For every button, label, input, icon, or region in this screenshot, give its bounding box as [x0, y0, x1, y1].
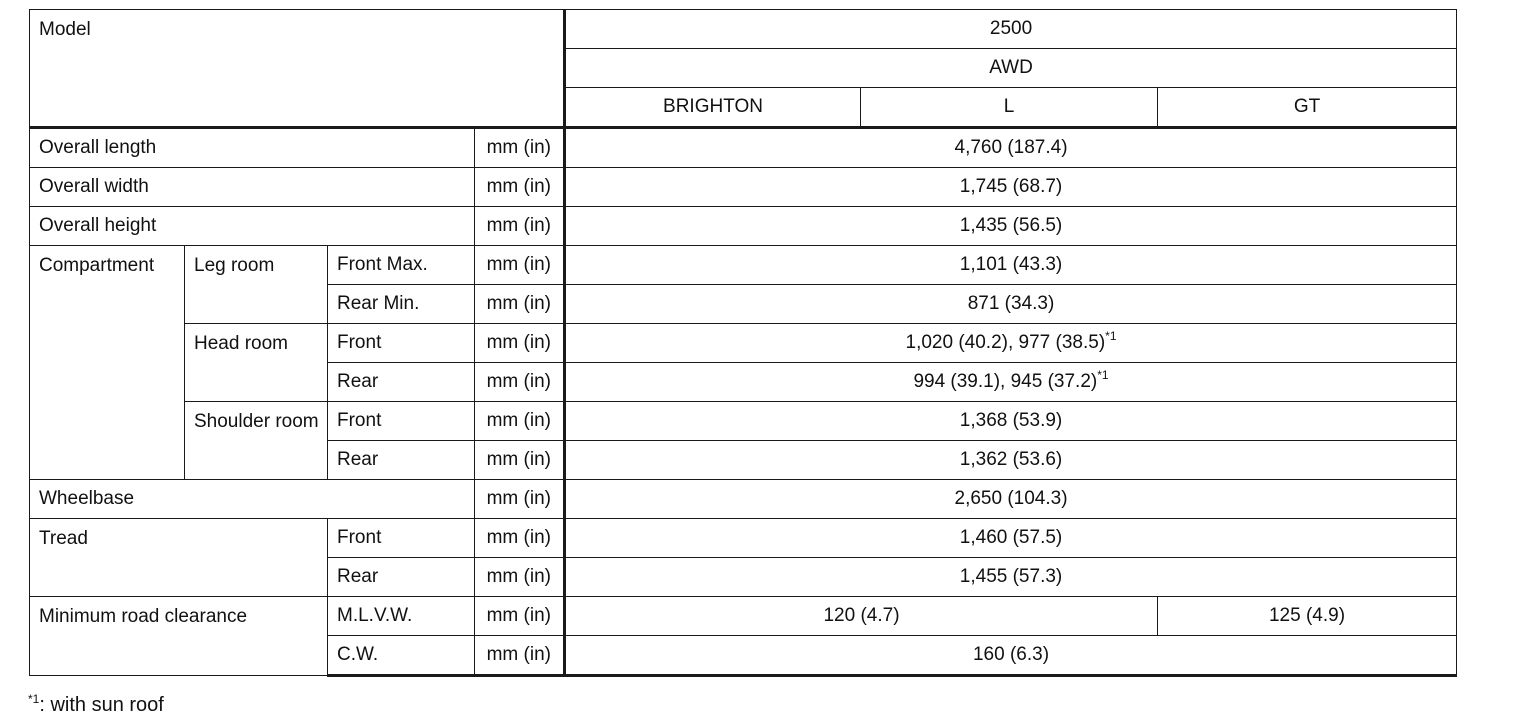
- table-row: [30, 207, 1457, 246]
- footnote: [28, 694, 164, 717]
- head-room-rear-value: 994 (39.1), 945 (37.2): [913, 371, 1098, 392]
- overall-width-label: Overall width: [30, 168, 475, 207]
- grade-header-l: L: [861, 88, 1158, 128]
- unit-label: mm (in): [475, 441, 565, 480]
- table-row: [30, 246, 1457, 285]
- leg-room-front-value: 1,101 (43.3): [565, 246, 1457, 285]
- cw-label: C.W.: [328, 636, 475, 676]
- overall-length-label: Overall length: [30, 128, 475, 168]
- shoulder-room-label: Shoulder room: [185, 402, 328, 480]
- unit-label: mm (in): [475, 558, 565, 597]
- unit-label: mm (in): [475, 128, 565, 168]
- tread-rear-value: 1,455 (57.3): [565, 558, 1457, 597]
- unit-label: mm (in): [475, 480, 565, 519]
- grade-header-gt: GT: [1158, 88, 1457, 128]
- unit-label: mm (in): [475, 324, 565, 363]
- overall-width-value: 1,745 (68.7): [565, 168, 1457, 207]
- unit-label: mm (in): [475, 168, 565, 207]
- cw-value: 160 (6.3): [565, 636, 1457, 676]
- shoulder-room-front-label: Front: [328, 402, 475, 441]
- drive-header: AWD: [565, 49, 1457, 88]
- leg-room-rear-label: Rear Min.: [328, 285, 475, 324]
- tread-front-value: 1,460 (57.5): [565, 519, 1457, 558]
- unit-label: mm (in): [475, 207, 565, 246]
- overall-height-value: 1,435 (56.5): [565, 207, 1457, 246]
- tread-rear-label: Rear: [328, 558, 475, 597]
- model-header-cell: [30, 10, 565, 128]
- wheelbase-value: 2,650 (104.3): [565, 480, 1457, 519]
- unit-label: mm (in): [475, 285, 565, 324]
- unit-label: mm (in): [475, 636, 565, 676]
- wheelbase-label: Wheelbase: [30, 480, 475, 519]
- table-row: [30, 402, 1457, 441]
- leg-room-rear-value: 871 (34.3): [565, 285, 1457, 324]
- unit-label: mm (in): [475, 402, 565, 441]
- leg-room-label: Leg room: [185, 246, 328, 324]
- table-row: [30, 128, 1457, 168]
- table-row: [30, 480, 1457, 519]
- footnote-text: : with sun roof: [39, 694, 164, 716]
- unit-label: mm (in): [475, 519, 565, 558]
- min-road-clearance-label: Minimum road clearance: [30, 597, 328, 676]
- shoulder-room-front-value: 1,368 (53.9): [565, 402, 1457, 441]
- shoulder-room-rear-label: Rear: [328, 441, 475, 480]
- tread-label: Tread: [30, 519, 328, 597]
- tread-front-label: Front: [328, 519, 475, 558]
- model-label: Model: [39, 19, 91, 40]
- specifications-table: [29, 9, 1457, 677]
- head-room-rear-label: Rear: [328, 363, 475, 402]
- table-row: [30, 324, 1457, 363]
- overall-length-value: 4,760 (187.4): [565, 128, 1457, 168]
- mlvw-value-gt: 125 (4.9): [1158, 597, 1457, 636]
- table-row: [30, 519, 1457, 558]
- unit-label: mm (in): [475, 597, 565, 636]
- mlvw-value-brighton-l: 120 (4.7): [565, 597, 1158, 636]
- overall-height-label: Overall height: [30, 207, 475, 246]
- head-room-rear-cell: [565, 363, 1457, 402]
- head-room-front-value: 1,020 (40.2), 977 (38.5): [905, 332, 1106, 353]
- unit-label: mm (in): [475, 363, 565, 402]
- table-row: [30, 168, 1457, 207]
- footnote-marker: *1: [28, 692, 40, 706]
- footnote-marker: *1: [1105, 329, 1117, 343]
- footnote-marker: *1: [1097, 368, 1109, 382]
- head-room-front-label: Front: [328, 324, 475, 363]
- engine-header: 2500: [565, 10, 1457, 49]
- head-room-front-cell: [565, 324, 1457, 363]
- mlvw-label: M.L.V.W.: [328, 597, 475, 636]
- shoulder-room-rear-value: 1,362 (53.6): [565, 441, 1457, 480]
- compartment-label: Compartment: [30, 246, 185, 480]
- leg-room-front-label: Front Max.: [328, 246, 475, 285]
- unit-label: mm (in): [475, 246, 565, 285]
- head-room-label: Head room: [185, 324, 328, 402]
- grade-header-brighton: BRIGHTON: [565, 88, 861, 128]
- table-row: [30, 597, 1457, 636]
